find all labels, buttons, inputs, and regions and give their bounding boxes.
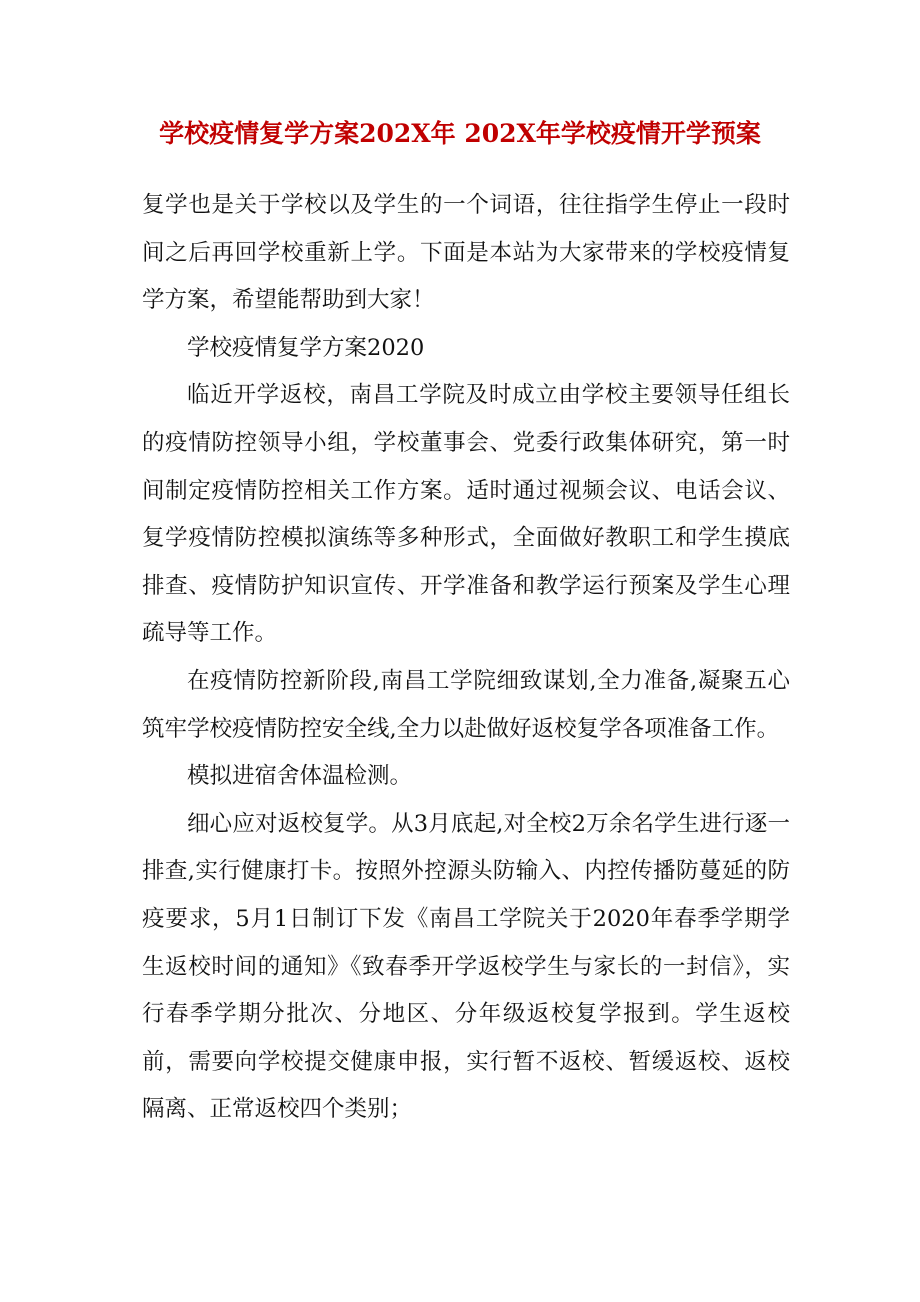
paragraph-temperature-check: 模拟进宿舍体温检测。 (187, 763, 413, 790)
paragraph-return-to-school: 细心应对返校复学。从3月底起,对全校2万余名学生进行逐一排查,实行健康打卡。按照外控源头防输入、内控传播防蔓延的防疫要求，5月1日制订下发《南昌工学院关于2020年春季学期学生返校时间的通知》《致春季开学返校学生与家长的一封信》，实行春季学期分批次、分地区、分年级返校复学报到。学生返校前，需要向学校提交健康申报，实行暂不返校、暂缓返校、返校隔离、正常返校四个类别； (142, 810, 790, 1123)
document-title: 学校疫情复学方案202X年 202X年学校疫情开学预案 (159, 119, 761, 148)
paragraph-preparation: 临近开学返校，南昌工学院及时成立由学校主要领导任组长的疫情防控领导小组，学校董事会、党委行政集体研究，第一时间制定疫情防控相关工作方案。适时通过视频会议、电话会议、复学疫情防控模拟演练等多种形式，全面做好教职工和学生摸底排查、疫情防护知识宣传、开学准备和教学运行预案及学生心理疏导等工作。 (142, 382, 790, 647)
paragraph-new-stage: 在疫情防控新阶段,南昌工学院细致谋划,全力准备,凝聚五心筑牢学校疫情防控安全线,全力以赴做好返校复学各项准备工作。 (142, 667, 790, 742)
paragraph-intro: 复学也是关于学校以及学生的一个词语，往往指学生停止一段时间之后再回学校重新上学。下面是本站为大家带来的学校疫情复学方案，希望能帮助到大家！ (142, 192, 790, 314)
document-body (142, 182, 790, 1134)
paragraph-subheading: 学校疫情复学方案2020 (187, 334, 425, 361)
